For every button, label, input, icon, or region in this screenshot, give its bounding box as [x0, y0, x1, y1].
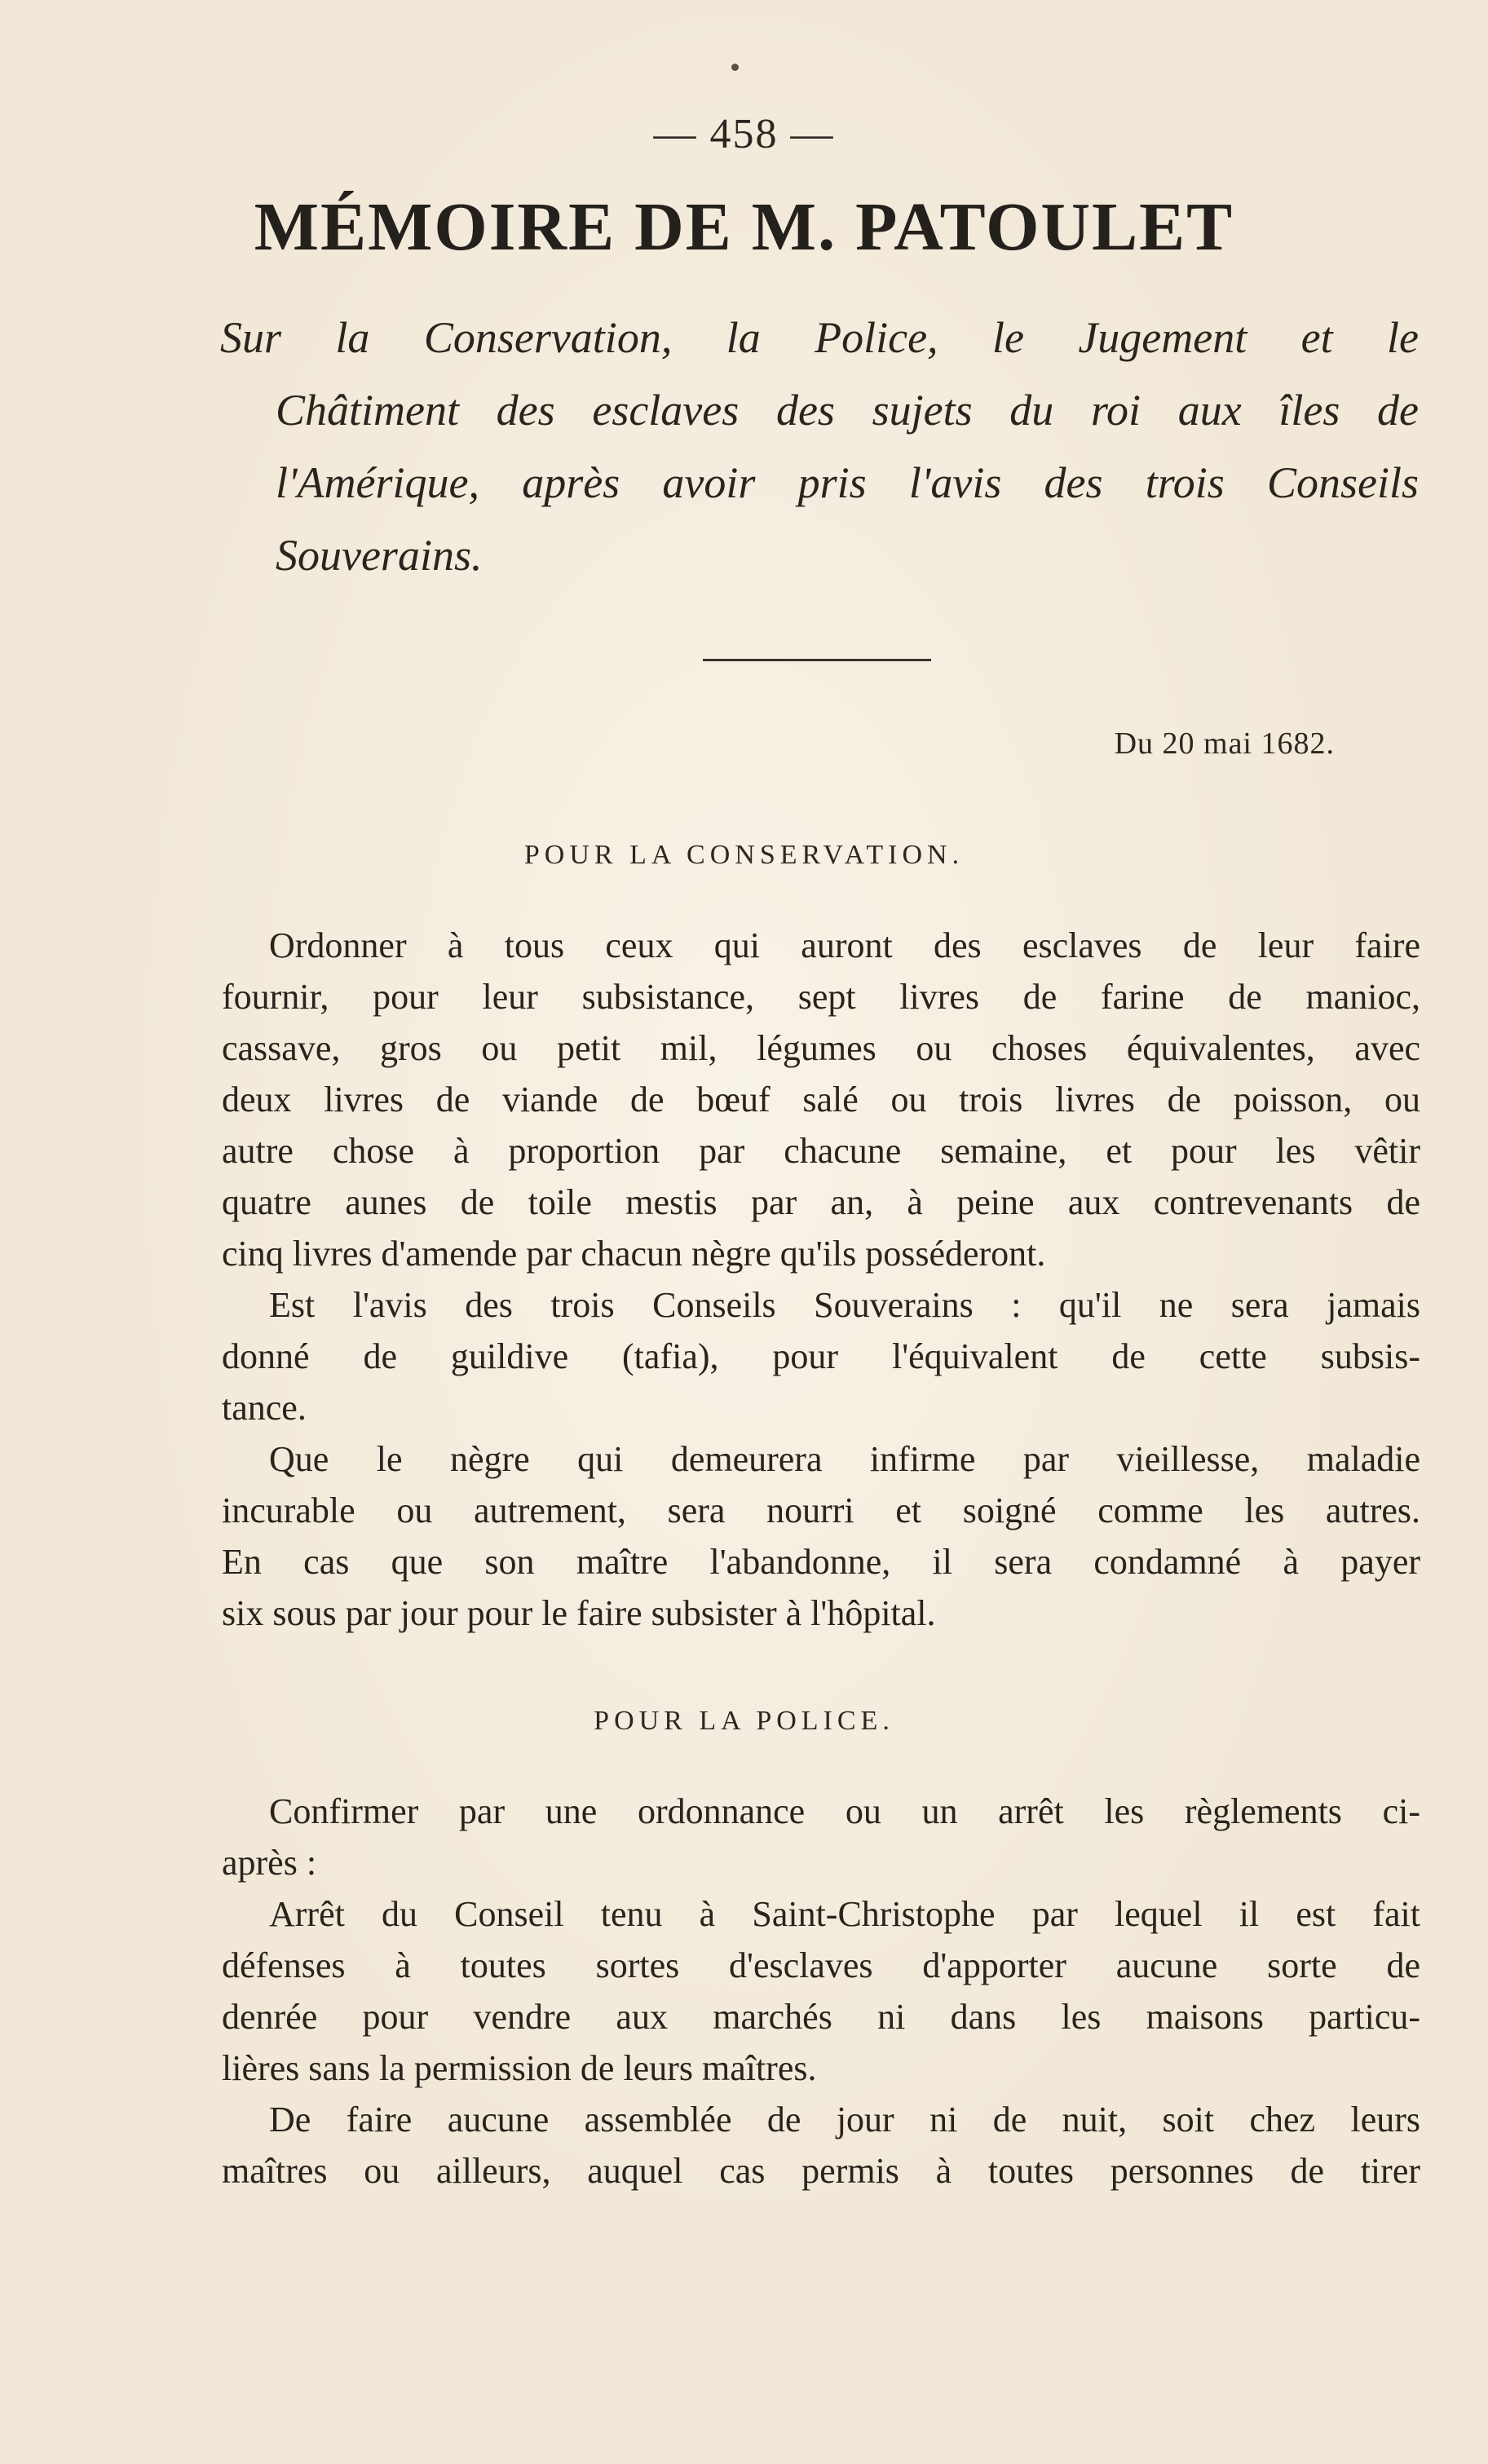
subtitle-line: Sur la Conservation, la Police, le Jugement et le: [220, 313, 1419, 362]
subtitle-line: l'Amérique, après avoir pris l'avis des trois Conseils: [276, 458, 1419, 507]
text-line: maîtres ou ailleurs, auquel cas permis à toutes personnes de tirer: [222, 2151, 1420, 2191]
text-line: Confirmer par une ordonnance ou un arrêt les règlements ci-: [269, 1791, 1420, 1831]
text-line: deux livres de viande de bœuf salé ou trois livres de poisson, ou: [222, 1080, 1420, 1119]
section-heading-conservation: POUR LA CONSERVATION.: [523, 840, 965, 870]
text-line: donné de guildive (tafia), pour l'équivalent de cette subsis-: [222, 1336, 1420, 1376]
divider-rule: [703, 659, 931, 661]
subtitle-line: Châtiment des esclaves des sujets du roi aux îles de: [276, 386, 1419, 435]
text-line: denrée pour vendre aux marchés ni dans les maisons particu-: [222, 1997, 1420, 2037]
document-subtitle: [220, 302, 1419, 592]
subtitle-line: Souverains.: [276, 531, 483, 580]
text-line: cinq livres d'amende par chacun nègre qu'ils posséderont.: [222, 1234, 1046, 1274]
page-number: — 458 —: [653, 111, 835, 157]
text-line: Que le nègre qui demeurera infirme par vieillesse, maladie: [269, 1439, 1420, 1479]
document-date: Du 20 mai 1682.: [1114, 726, 1335, 761]
section-body-police: [222, 1786, 1420, 2197]
text-line: six sous par jour pour le faire subsister à l'hôpital.: [222, 1593, 936, 1633]
text-line: incurable ou autrement, sera nourri et soigné comme les autres.: [222, 1490, 1420, 1530]
ink-speck: [731, 64, 739, 71]
document-title: MÉMOIRE DE M. PATOULET: [254, 189, 1234, 265]
text-line: autre chose à proportion par chacune semaine, et pour les vêtir: [222, 1131, 1420, 1171]
text-line: défenses à toutes sortes d'esclaves d'apporter aucune sorte de: [222, 1945, 1420, 1985]
text-line: après :: [222, 1843, 317, 1883]
text-line: fournir, pour leur subsistance, sept livres de farine de manioc,: [222, 977, 1420, 1017]
text-line: Ordonner à tous ceux qui auront des esclaves de leur faire: [269, 925, 1420, 965]
text-line: Est l'avis des trois Conseils Souverains : qu'il ne sera jamais: [269, 1285, 1420, 1325]
text-line: lières sans la permission de leurs maîtres.: [222, 2048, 817, 2088]
text-line: De faire aucune assemblée de jour ni de nuit, soit chez leurs: [269, 2100, 1420, 2139]
text-line: cassave, gros ou petit mil, légumes ou choses équivalentes, avec: [222, 1028, 1420, 1068]
text-line: tance.: [222, 1388, 307, 1428]
text-line: En cas que son maître l'abandonne, il sera condamné à payer: [222, 1542, 1420, 1582]
section-body-conservation: [222, 920, 1420, 1639]
text-line: quatre aunes de toile mestis par an, à peine aux contrevenants de: [222, 1182, 1420, 1222]
text-line: Arrêt du Conseil tenu à Saint-Christophe par lequel il est fait: [269, 1894, 1420, 1934]
section-heading-police: POUR LA POLICE.: [594, 1706, 894, 1736]
